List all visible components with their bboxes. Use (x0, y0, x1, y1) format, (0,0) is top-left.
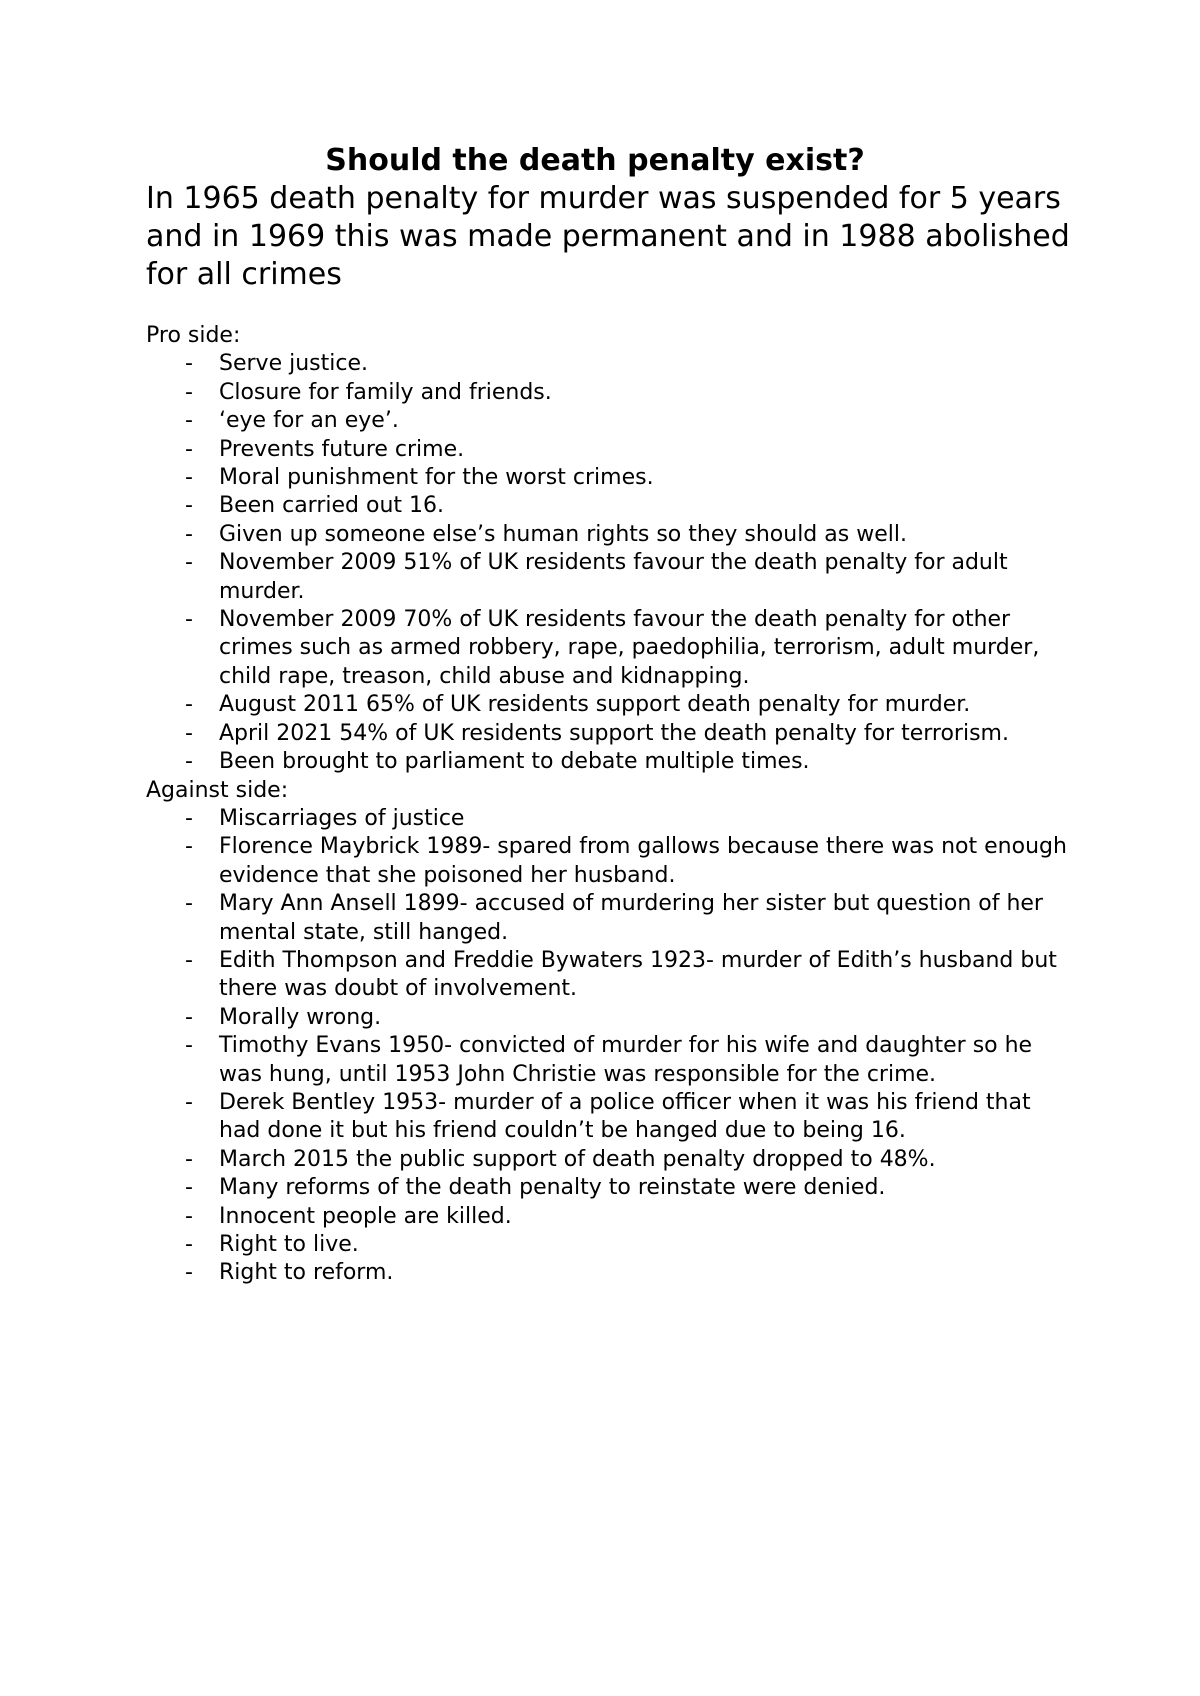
bullet-dash: - (185, 465, 193, 491)
pro-list-item (146, 720, 1076, 748)
against-list-item (146, 833, 1076, 890)
bullet-dash: - (185, 436, 193, 462)
pro-item-text: ‘eye for an eye’. (219, 408, 399, 434)
against-list-item (146, 1259, 1076, 1287)
bullet-dash: - (185, 550, 193, 576)
against-list-item (146, 805, 1076, 833)
bullet-dash: - (185, 947, 193, 973)
pro-item-text: Serve justice. (219, 351, 368, 377)
pro-side-heading: Pro side: (146, 323, 241, 348)
bullet-dash: - (185, 1260, 193, 1286)
pro-item-text: Given up someone else’s human rights so they should as well. (219, 521, 907, 547)
pro-list-item (146, 350, 1076, 378)
bullet-dash: - (185, 1232, 193, 1257)
bullet-dash: - (185, 1175, 193, 1201)
bullet-dash: - (185, 1146, 193, 1172)
against-list-item (146, 1004, 1076, 1032)
against-list-item (146, 1174, 1076, 1202)
pro-item-text: August 2011 65% of UK residents support death penalty for murder. (219, 692, 971, 718)
pro-list-item (146, 436, 1076, 464)
against-item-text: Many reforms of the death penalty to reinstate were denied. (219, 1175, 886, 1201)
against-side-list (146, 805, 1076, 1288)
against-item-text: Derek Bentley 1953- murder of a police officer when it was his friend that had done it but his friend couldn’t be hanged due to being 16. (219, 1089, 1031, 1144)
pro-list-item (146, 407, 1076, 435)
pro-list-item (146, 691, 1076, 719)
against-item-text: Mary Ann Ansell 1899- accused of murdering her sister but question of her mental state, still hanged. (219, 891, 1043, 945)
against-side-heading: Against side: (146, 777, 289, 803)
against-list-item (146, 1089, 1076, 1146)
against-item-text: Right to live. (219, 1232, 359, 1257)
against-item-text: March 2015 the public support of death penalty dropped to 48%. (219, 1146, 936, 1172)
pro-item-text: Been brought to parliament to debate multiple times. (219, 749, 810, 775)
against-list-item (146, 1032, 1076, 1089)
pro-list-item (146, 748, 1076, 776)
bullet-dash: - (185, 1203, 193, 1229)
bullet-dash: - (185, 805, 193, 831)
bullet-dash: - (185, 1004, 193, 1030)
pro-list-item (146, 464, 1076, 492)
against-item-text: Miscarriages of justice (219, 805, 465, 831)
bullet-dash: - (185, 749, 193, 775)
bullet-dash: - (185, 720, 193, 746)
against-list-item (146, 890, 1076, 947)
pro-item-text: Moral punishment for the worst crimes. (219, 465, 654, 491)
pro-item-text: November 2009 70% of UK residents favour the death penalty for other crimes such as armed robbery, rape, paedophilia, terrorism, adult murder, child rape, treason, child abuse and kidnapping. (219, 607, 1040, 689)
bullet-dash: - (185, 493, 193, 519)
against-list-item (146, 1231, 1076, 1259)
bullet-dash: - (185, 834, 193, 860)
against-item-text: Florence Maybrick 1989- spared from gallows because there was not enough evidence that she poisoned her husband. (219, 834, 1067, 888)
pro-side-list (146, 350, 1076, 776)
page-title: Should the death penalty exist? (325, 143, 865, 178)
bullet-dash: - (185, 351, 193, 377)
pro-item-text: November 2009 51% of UK residents favour the death penalty for adult murder. (219, 550, 1008, 604)
bullet-dash: - (185, 692, 193, 718)
against-item-text: Morally wrong. (219, 1004, 382, 1030)
pro-item-text: Prevents future crime. (219, 436, 465, 462)
against-item-text: Right to reform. (219, 1260, 394, 1286)
pro-item-text: Been carried out 16. (219, 493, 444, 519)
pro-list-item (146, 606, 1076, 691)
document-body (146, 142, 1076, 1288)
against-list-item (146, 1146, 1076, 1174)
intro-paragraph: In 1965 death penalty for murder was suspended for 5 years and in 1969 this was made permanent and in 1988 abolished for all crimes (146, 181, 1070, 292)
against-item-text: Edith Thompson and Freddie Bywaters 1923- murder of Edith’s husband but there was doubt of involvement. (219, 947, 1057, 1002)
pro-list-item (146, 492, 1076, 520)
bullet-dash: - (185, 891, 193, 917)
bullet-dash: - (185, 521, 193, 547)
pro-list-item (146, 379, 1076, 407)
pro-item-text: Closure for family and friends. (219, 379, 552, 405)
pro-list-item (146, 549, 1076, 606)
against-item-text: Timothy Evans 1950- convicted of murder for his wife and daughter so he was hung, until 1953 John Christie was responsible for the crime. (219, 1033, 1033, 1087)
bullet-dash: - (185, 408, 193, 434)
bullet-dash: - (185, 607, 193, 633)
pro-item-text: April 2021 54% of UK residents support the death penalty for terrorism. (219, 720, 1009, 746)
against-list-item (146, 947, 1076, 1004)
pro-list-item (146, 521, 1076, 549)
bullet-dash: - (185, 1089, 193, 1115)
bullet-dash: - (185, 379, 193, 405)
against-list-item (146, 1203, 1076, 1231)
bullet-dash: - (185, 1033, 193, 1059)
against-item-text: Innocent people are killed. (219, 1203, 512, 1229)
